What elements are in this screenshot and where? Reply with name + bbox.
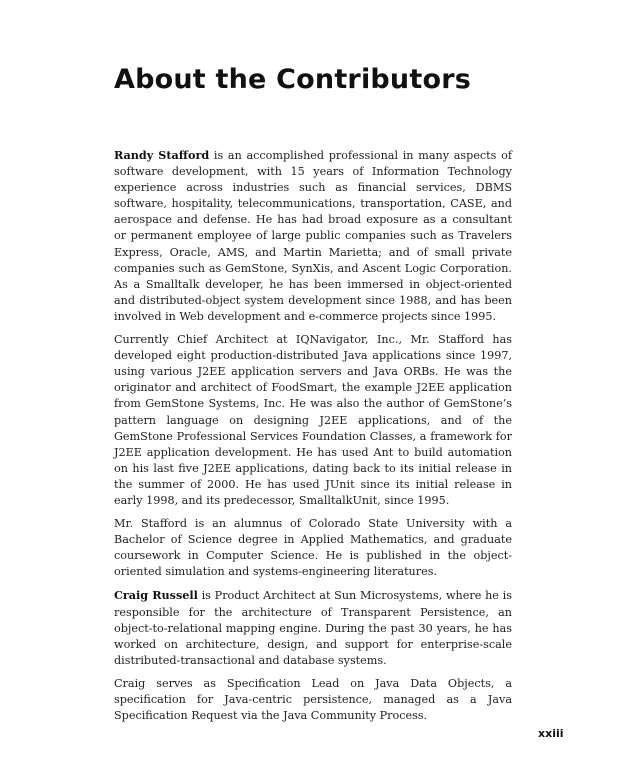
page-title: About the Contributors [114, 64, 471, 95]
paragraph-russell-2: Craig serves as Specification Lead on Java Data Objects, a specification for Java-centric persistence, managed as a Java Specification Request via the Java Community Process. [114, 676, 512, 723]
contributor-name: Randy Stafford [114, 148, 210, 162]
page-number: xxiii [538, 727, 564, 740]
contributor-name: Craig Russell [114, 588, 198, 603]
paragraph-stafford-3: Mr. Stafford is an alumnus of Colorado State University with a Bachelor of Science degree in Applied Mathematics, and graduate coursework in Computer Science. He is published in the object-oriented simulation and systems-engineering literatures. [114, 517, 512, 579]
paragraph-stafford-2: Currently Chief Architect at IQNavigator, Inc., Mr. Stafford has developed eight production-distributed Java applications since 1997, using various J2EE application servers and Java ORBs. He was the originator and architect of FoodSmart, the example J2EE application from GemStone Systems, Inc. He was also the author of GemStone’s pattern language on designing J2EE applications, and of the GemStone Professional Services Foundation Classes, a framework for J2EE application development. He has used Ant to build automation on his last five J2EE applications, dating back to its initial release in the summer of 2000. He has used JUnit since its initial release in early 1998, and its predecessor, SmalltalkUnit, since 1995. [114, 333, 512, 507]
paragraph-russell-1: Craig Russell is Product Architect at Sun Microsystems, where he is responsible for the architecture of Transparent Persistence, an object-to-relational mapping engine. During the past 30 years, he has worked on architecture, design, and support for enterprise-scale distributed-transactional and database systems. [114, 588, 512, 667]
paragraph-stafford-1: Randy Stafford is an accomplished professional in many aspects of software development, with 15 years of Information Technology experience across industries such as financial services, DBMS software, hospitality, telecommunications, transportation, CASE, and aerospace and defense. He has had broad exposure as a consultant or permanent employee of large public companies such as Travelers Express, Oracle, AMS, and Martin Marietta; and of small private companies such as GemStone, SynXis, and Ascent Logic Corporation. As a Smalltalk developer, he has been immersed in object-oriented and distributed-object system development since 1988, and has been involved in Web development and e-commerce projects since 1995. [114, 148, 513, 323]
contributors-body [114, 147, 512, 731]
